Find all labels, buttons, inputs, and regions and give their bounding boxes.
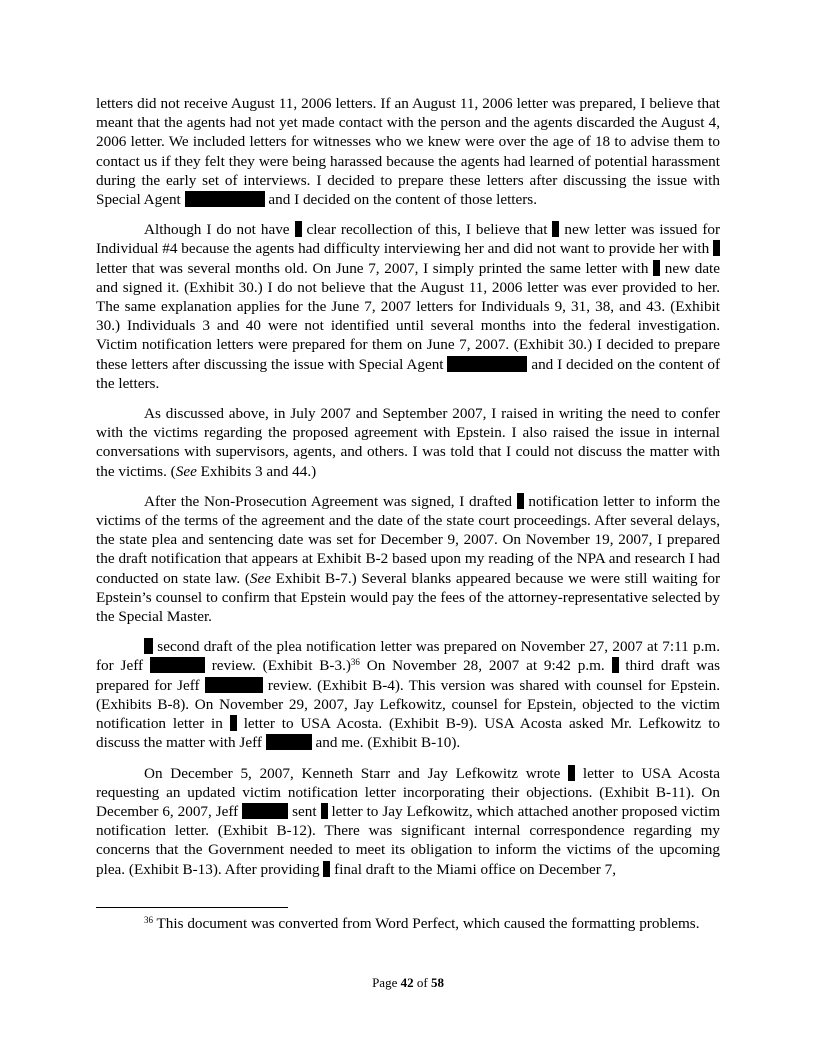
redaction-block bbox=[653, 260, 660, 276]
text-run: review. (Exhibit B-3.) bbox=[211, 657, 351, 675]
footnote-number: 36 bbox=[144, 915, 153, 925]
footnote-text: This document was converted from Word Perfect, which caused the formatting problems. bbox=[156, 915, 700, 932]
text-run: notification letter to inform the victims of the terms of the agreement and the date of the state court proceedings. After several delays, the state plea and sentencing date was set for December 9, 2007. On November 19, 2007, I prepared the draft notification that appears at Exhibit B-2 based upon my reading of the NPA and research I had conducted on state law. ( bbox=[96, 492, 721, 587]
paragraph-2 bbox=[96, 220, 720, 393]
text-run: letter to USA Acosta requesting an updated victim notification letter incorporating their objections. (Exhibit B-11). On December 6, 2007, Jeff bbox=[96, 764, 721, 820]
redaction-block bbox=[205, 677, 263, 693]
redaction-block bbox=[612, 657, 619, 673]
redaction-block bbox=[517, 493, 524, 509]
text-run: Exhibit B-7.) Several blanks appeared because we were still waiting for Epstein’s counsel to confirm that Epstein would pay the fees of the attorney-representative selected by the Special Master. bbox=[96, 569, 721, 626]
paragraph-6 bbox=[96, 764, 720, 879]
redaction-block bbox=[713, 240, 720, 256]
text-run: letters did not receive August 11, 2006 letters. If an August 11, 2006 letter was prepared, I believe that meant that the agents had not yet made contact with the person and the agents discarded the August 4, 2006 letter. We included letters for witnesses who we knew were over the age of 18 to advise them to contact us if they felt they were being harassed because the agents had learned of potential harassment during the early set of interviews. I decided to prepare these letters after discussing the issue with Special Agent bbox=[96, 95, 720, 209]
text-run: After the Non-Prosecution Agreement was signed, I drafted bbox=[144, 492, 513, 510]
redaction-block bbox=[150, 657, 205, 673]
paragraph-1 bbox=[96, 94, 720, 209]
redaction-block bbox=[266, 734, 312, 750]
paragraph-4 bbox=[96, 492, 720, 626]
text-run: and me. (Exhibit B-10). bbox=[315, 734, 461, 752]
text-run: sent bbox=[292, 802, 317, 820]
text-run: As discussed above, in July 2007 and September 2007, I raised in writing the need to confer with the victims regarding the proposed agreement with Epstein. I also raised the issue in internal conversations with supervisors, agents, and others. I was told that I could not discuss the matter with the victims. ( bbox=[96, 405, 720, 480]
redaction-block bbox=[447, 356, 527, 372]
paragraph-3 bbox=[96, 404, 720, 481]
redaction-block bbox=[185, 191, 265, 207]
text-run: clear recollection of this, I believe that bbox=[306, 221, 548, 239]
document-body bbox=[96, 94, 720, 890]
text-run: On December 5, 2007, Kenneth Starr and Jay Lefkowitz wrote bbox=[144, 764, 561, 782]
text-run: new date and signed it. (Exhibit 30.) I do not believe that the August 11, 2006 letter was ever provided to her. The same explanation applies for the June 7, 2007 letters for Individuals 9, 31, 38, and 43. (Exhibit 30.) Individuals 3 and 40 were not identified until several months into the federal investigation. Victim notification letters were prepared for them on June 7, 2007. (Exhibit 30.) I decided to prepare these letters after discussing the issue with Special Agent bbox=[96, 259, 721, 373]
redaction-block bbox=[323, 861, 330, 877]
footnote-reference[interactable]: 36 bbox=[350, 657, 360, 668]
footnote-separator bbox=[96, 907, 288, 908]
see-signal: See bbox=[175, 462, 197, 480]
text-run: Exhibits 3 and 44.) bbox=[200, 462, 317, 480]
page-label: Page bbox=[372, 975, 398, 990]
text-run: and I decided on the content of those letters. bbox=[268, 191, 538, 209]
see-signal: See bbox=[249, 569, 271, 587]
page-number: 42 bbox=[400, 975, 414, 990]
redaction-block bbox=[242, 803, 288, 819]
text-run: On November 28, 2007 at 9:42 p.m. bbox=[366, 657, 605, 675]
page-footer bbox=[0, 975, 816, 991]
redaction-block bbox=[144, 638, 153, 654]
redaction-block bbox=[321, 803, 328, 819]
redaction-block bbox=[230, 715, 237, 731]
text-run: review. (Exhibit B-4). This version was shared with counsel for Epstein. (Exhibits B-8). On November 29, 2007, Jay Lefkowitz, counsel for Epstein, objected to the victim notification letter in bbox=[96, 676, 720, 733]
text-run: second draft of the plea notification letter was prepared on November 27, 2007 at 7:11 p.m. for Jeff bbox=[96, 638, 721, 675]
page-of-label: of bbox=[416, 975, 428, 990]
text-run: letter that was several months old. On June 7, 2007, I simply printed the same letter with bbox=[96, 259, 649, 277]
paragraph-5 bbox=[96, 637, 720, 752]
text-run: letter to USA Acosta. (Exhibit B-9). USA Acosta asked Mr. Lefkowitz to discuss the matter with Jeff bbox=[96, 715, 721, 752]
redaction-block bbox=[295, 221, 302, 237]
page-total: 58 bbox=[430, 975, 444, 990]
text-run: letter to Jay Lefkowitz, which attached another proposed victim notification letter. (Exhibit B-12). There was significant internal correspondence regarding my concerns that the Government needed to meet its obligation to inform the victims of the upcoming plea. (Exhibit B-13). After providing bbox=[96, 802, 721, 878]
text-run: final draft to the Miami office on December 7, bbox=[334, 860, 617, 878]
text-run: third draft was prepared for Jeff bbox=[96, 657, 721, 694]
text-run: new letter was issued for Individual #4 because the agents had difficulty interviewing her and did not want to provide her with bbox=[96, 221, 721, 258]
redaction-block bbox=[552, 221, 559, 237]
footnote bbox=[96, 914, 720, 934]
text-run: Although I do not have bbox=[144, 221, 290, 239]
redaction-block bbox=[568, 765, 575, 781]
text-run: and I decided on the content of the letters. bbox=[96, 355, 721, 392]
